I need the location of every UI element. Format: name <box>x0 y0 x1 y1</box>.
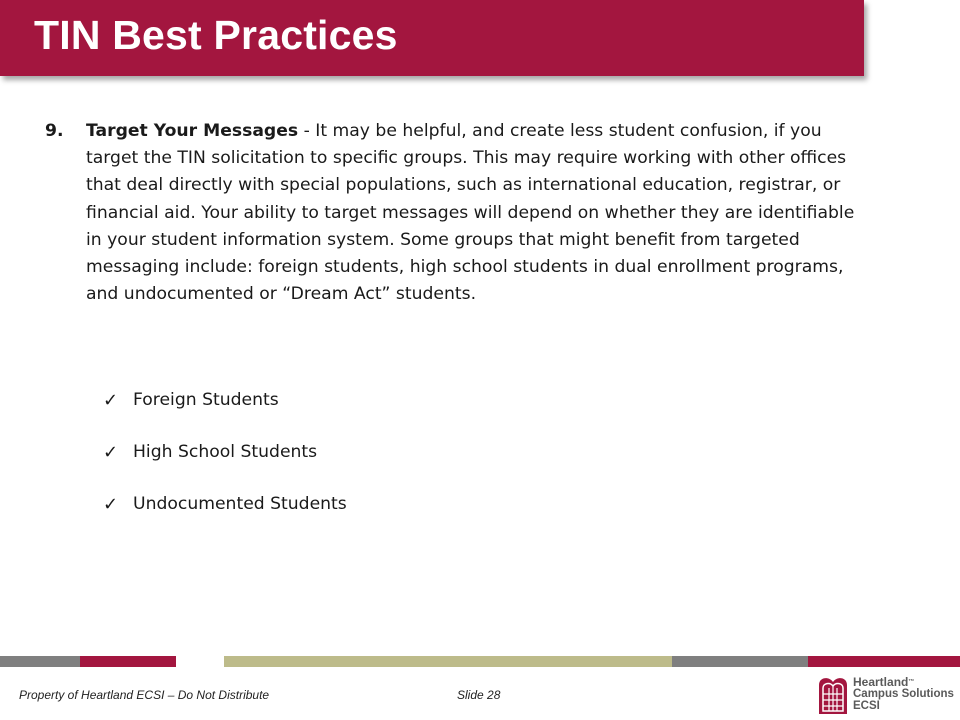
footer-property-text: Property of Heartland ECSI – Do Not Distribute <box>19 688 270 702</box>
numbered-item <box>45 118 860 308</box>
checklist-label: Undocumented Students <box>133 494 347 514</box>
item-lead: Target Your Messages <box>86 121 299 141</box>
page-title: TIN Best Practices <box>34 12 398 58</box>
checklist-item <box>103 478 347 530</box>
title-bar <box>0 0 864 76</box>
check-icon: ✓ <box>103 389 119 411</box>
footer-slide-number: Slide 28 <box>457 688 501 702</box>
checklist-label: Foreign Students <box>133 390 279 410</box>
item-number: 9. <box>45 121 64 141</box>
checklist-label: High School Students <box>133 442 318 462</box>
checklist <box>103 374 347 530</box>
slide-content <box>45 118 860 308</box>
check-icon: ✓ <box>103 441 119 463</box>
checklist-item <box>103 426 347 478</box>
stripe-segment-gray <box>672 656 808 667</box>
stripe-segment-gray <box>0 656 80 667</box>
logo-line-heartland: Heartland <box>853 675 909 689</box>
logo-line-campus-solutions: Campus Solutions <box>853 688 954 700</box>
logo-line-ecsi: ECSI <box>853 700 880 712</box>
stripe-segment-olive <box>224 656 672 667</box>
checklist-item <box>103 374 347 426</box>
logo-trademark: ™ <box>908 679 915 685</box>
item-body <box>86 118 860 308</box>
item-text: - It may be helpful, and create less student confusion, if you target the TIN solicitation to specific groups. This may require working with other offices that deal directly with special populations, such as international education, registrar, or financial aid. Your ability to target messages will depend on whether they are identifiable in your student information system. Some groups that might benefit from targeted messaging include: foreign students, high school students in dual enrollment programs, and undocumented or “Dream Act” students. <box>86 121 855 305</box>
stripe-segment-crimson <box>80 656 176 667</box>
heartland-logo-icon <box>817 676 849 716</box>
heartland-logo <box>817 675 957 717</box>
stripe-segment-crimson <box>808 656 960 667</box>
check-icon: ✓ <box>103 493 119 515</box>
